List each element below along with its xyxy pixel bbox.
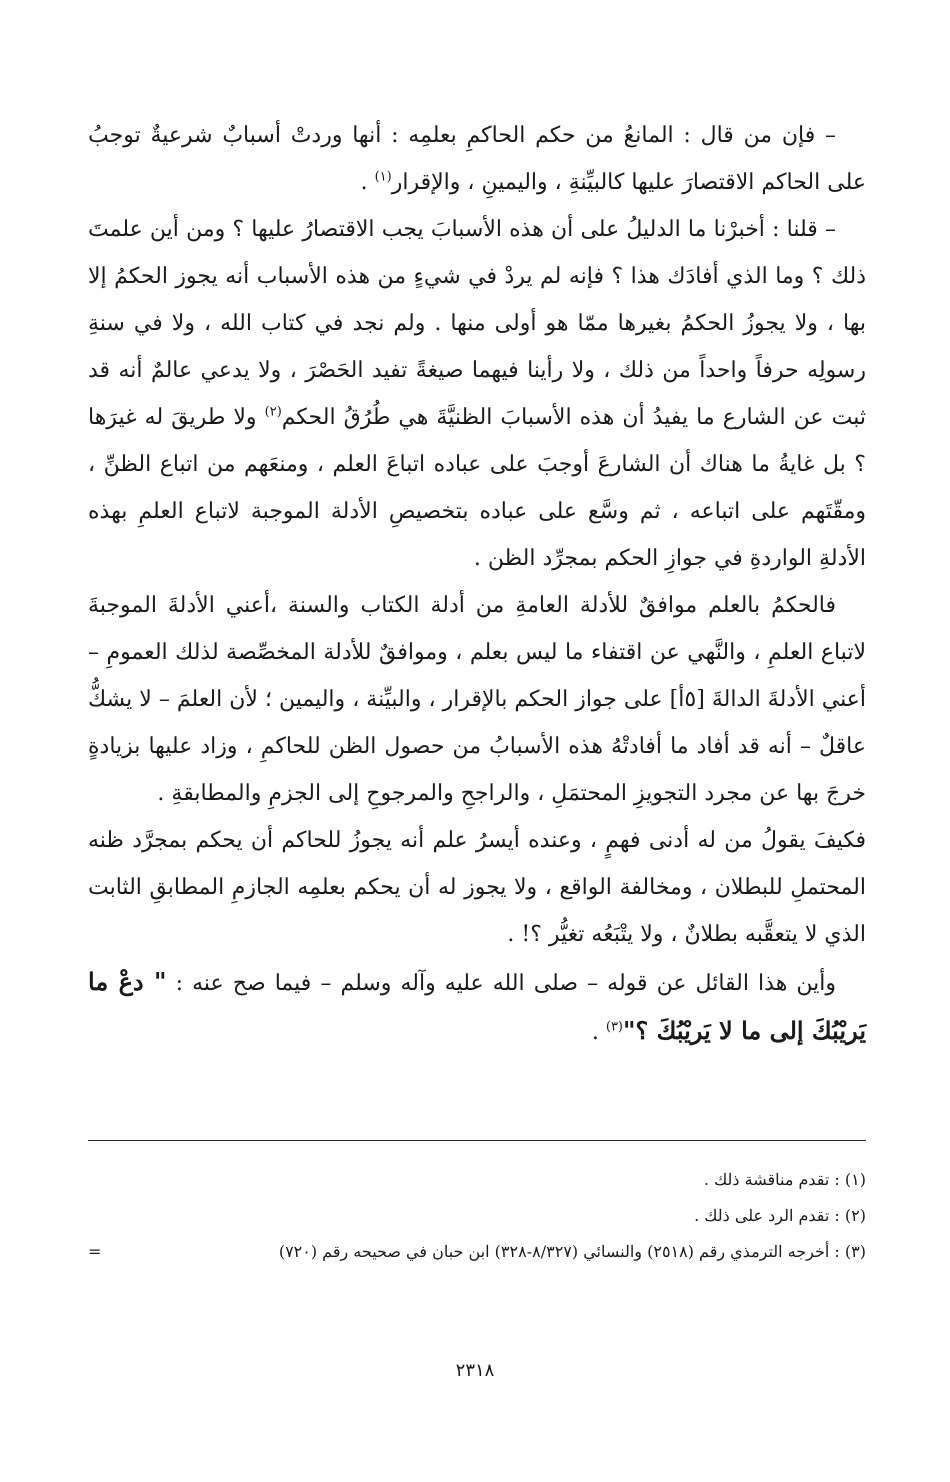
paragraph-hadith [88,958,866,1056]
paragraph-hadith-tail: . [591,1020,606,1045]
paragraph-hadith-intro: وأين هذا القائل عن قوله – صلى الله عليه وآله وسلم – فيما صح عنه : [166,971,836,996]
paragraph-reply-text: – قلنا : أخبرْنا ما الدليلُ على أن هذه الأسبابَ يجب الاقتصارُ عليها ؟ ومن أين علمتَ ذلك ؟ وما الذي أفادَك هذا ؟ فإنه لم يردْ في شيءٍ من هذه الأسباب أنه يجوز الحكمُ إلا بها ، ولا يجوزُ الحكمُ بغيرها ممّا هو أولى منها . ولم نجد في كتاب الله ، ولا في سنةِ رسولِه حرفاً واحداً من ذلك ، ولا رأينا فيهما صيغةً تفيد الحَصْرَ ، ولا يدعي عالمٌ أنه قد ثبت عن الشارع ما يفيدُ أن هذه الأسبابَ الظنيَّةَ هي طُرُقُ الحكم [88,217,866,430]
paragraph-reply [88,206,866,582]
paragraph-objection-tail: . [360,170,375,195]
footnote-divider [88,1140,866,1141]
footnote-2-text: (٢) : تقدم الرد على ذلك . [694,1206,866,1225]
main-text [88,112,866,1056]
footnote-ref-3[interactable]: (٣) [605,1019,623,1035]
footnote-ref-1[interactable]: (١) [374,169,392,185]
page-number: ٢٣١٨ [455,1360,495,1381]
paragraph-objection [88,112,866,206]
footnote-3-text: (٣) : أخرجه الترمذي رقم (٢٥١٨) والنسائي (٨/٣٢٧-٣٢٨) ابن حبان في صحيحه رقم (٧٢٠) [278,1242,866,1261]
paragraph-question: فكيفَ يقولُ من له أدنى فهمٍ ، وعنده أيسرُ علم أنه يجوزُ للحاكم أن يحكم بمجرَّد ظنه المحتملِ للبطلان ، ومخالفة الواقع ، ولا يجوز له أن يحكم بعلمِه الجازمِ المطابقِ الثابت الذي لا يتعقَّبه بطلانٌ ، ولا يتْبَعُه تغيُّر ؟! . [88,828,866,947]
footnote-3 [88,1234,866,1270]
footnote-continuation-mark: = [88,1242,102,1261]
footnote-1 [88,1162,866,1198]
paragraph-objection-text: – فإن من قال : المانعُ من حكم الحاكمِ بعلمِه : أنها وردتْ أسبابٌ شرعيةٌ توجبُ على الحاكم الاقتصارَ عليها كالبيِّنةِ ، واليمينِ ، والإقرار [88,123,866,195]
hadith-quote: " دعْ ما يَريْبُكَ إلى ما لا يَريْبُكَ ؟" [88,967,866,1045]
footnote-1-text: (١) : تقدم مناقشة ذلك . [703,1170,866,1189]
footnote-2 [88,1198,866,1234]
footnote-ref-2[interactable]: (٢) [264,404,282,420]
paragraph-reply-tail: ولا طريقَ له غيرَها ؟ بل غايةُ ما هناك أن الشارعَ أوجبَ على عباده اتباعَ العلم ، ومنعَهم من اتباع الظنِّ ، ومقّتَهم على اتباعه ، ثم وسَّع على عباده بتخصيصِ الأدلة الموجبة لاتباع العلمِ بهذه الأدلةِ الواردةِ في جوازِ الحكم بمجرِّد الظن . [88,405,866,571]
footnotes [88,1162,866,1270]
paragraph-ruling: فالحكمُ بالعلم موافقٌ للأدلة العامةِ من أدلة الكتاب والسنة ،أعني الأدلةَ الموجبةَ لاتباع العلمِ ، والنَّهي عن اقتفاء ما ليس بعلم ، وموافقٌ للأدلة المخصِّصة لذلك العمومِ – أعني الأدلةَ الدالةَ [٥أ] على جواز الحكم بالإقرار ، والبيِّنة ، واليمين ؛ لأن العلمَ – لا يشكُّ عاقلٌ – أنه قد أفاد ما أفادتْهُ هذه الأسبابُ من حصول الظن للحاكمِ ، وزاد عليها بزيادةٍ خرجَ بها عن مجرد التجويزِ المحتمَلِ ، والراجحِ والمرجوحِ إلى الجزمِ والمطابقةِ . [88,593,866,806]
